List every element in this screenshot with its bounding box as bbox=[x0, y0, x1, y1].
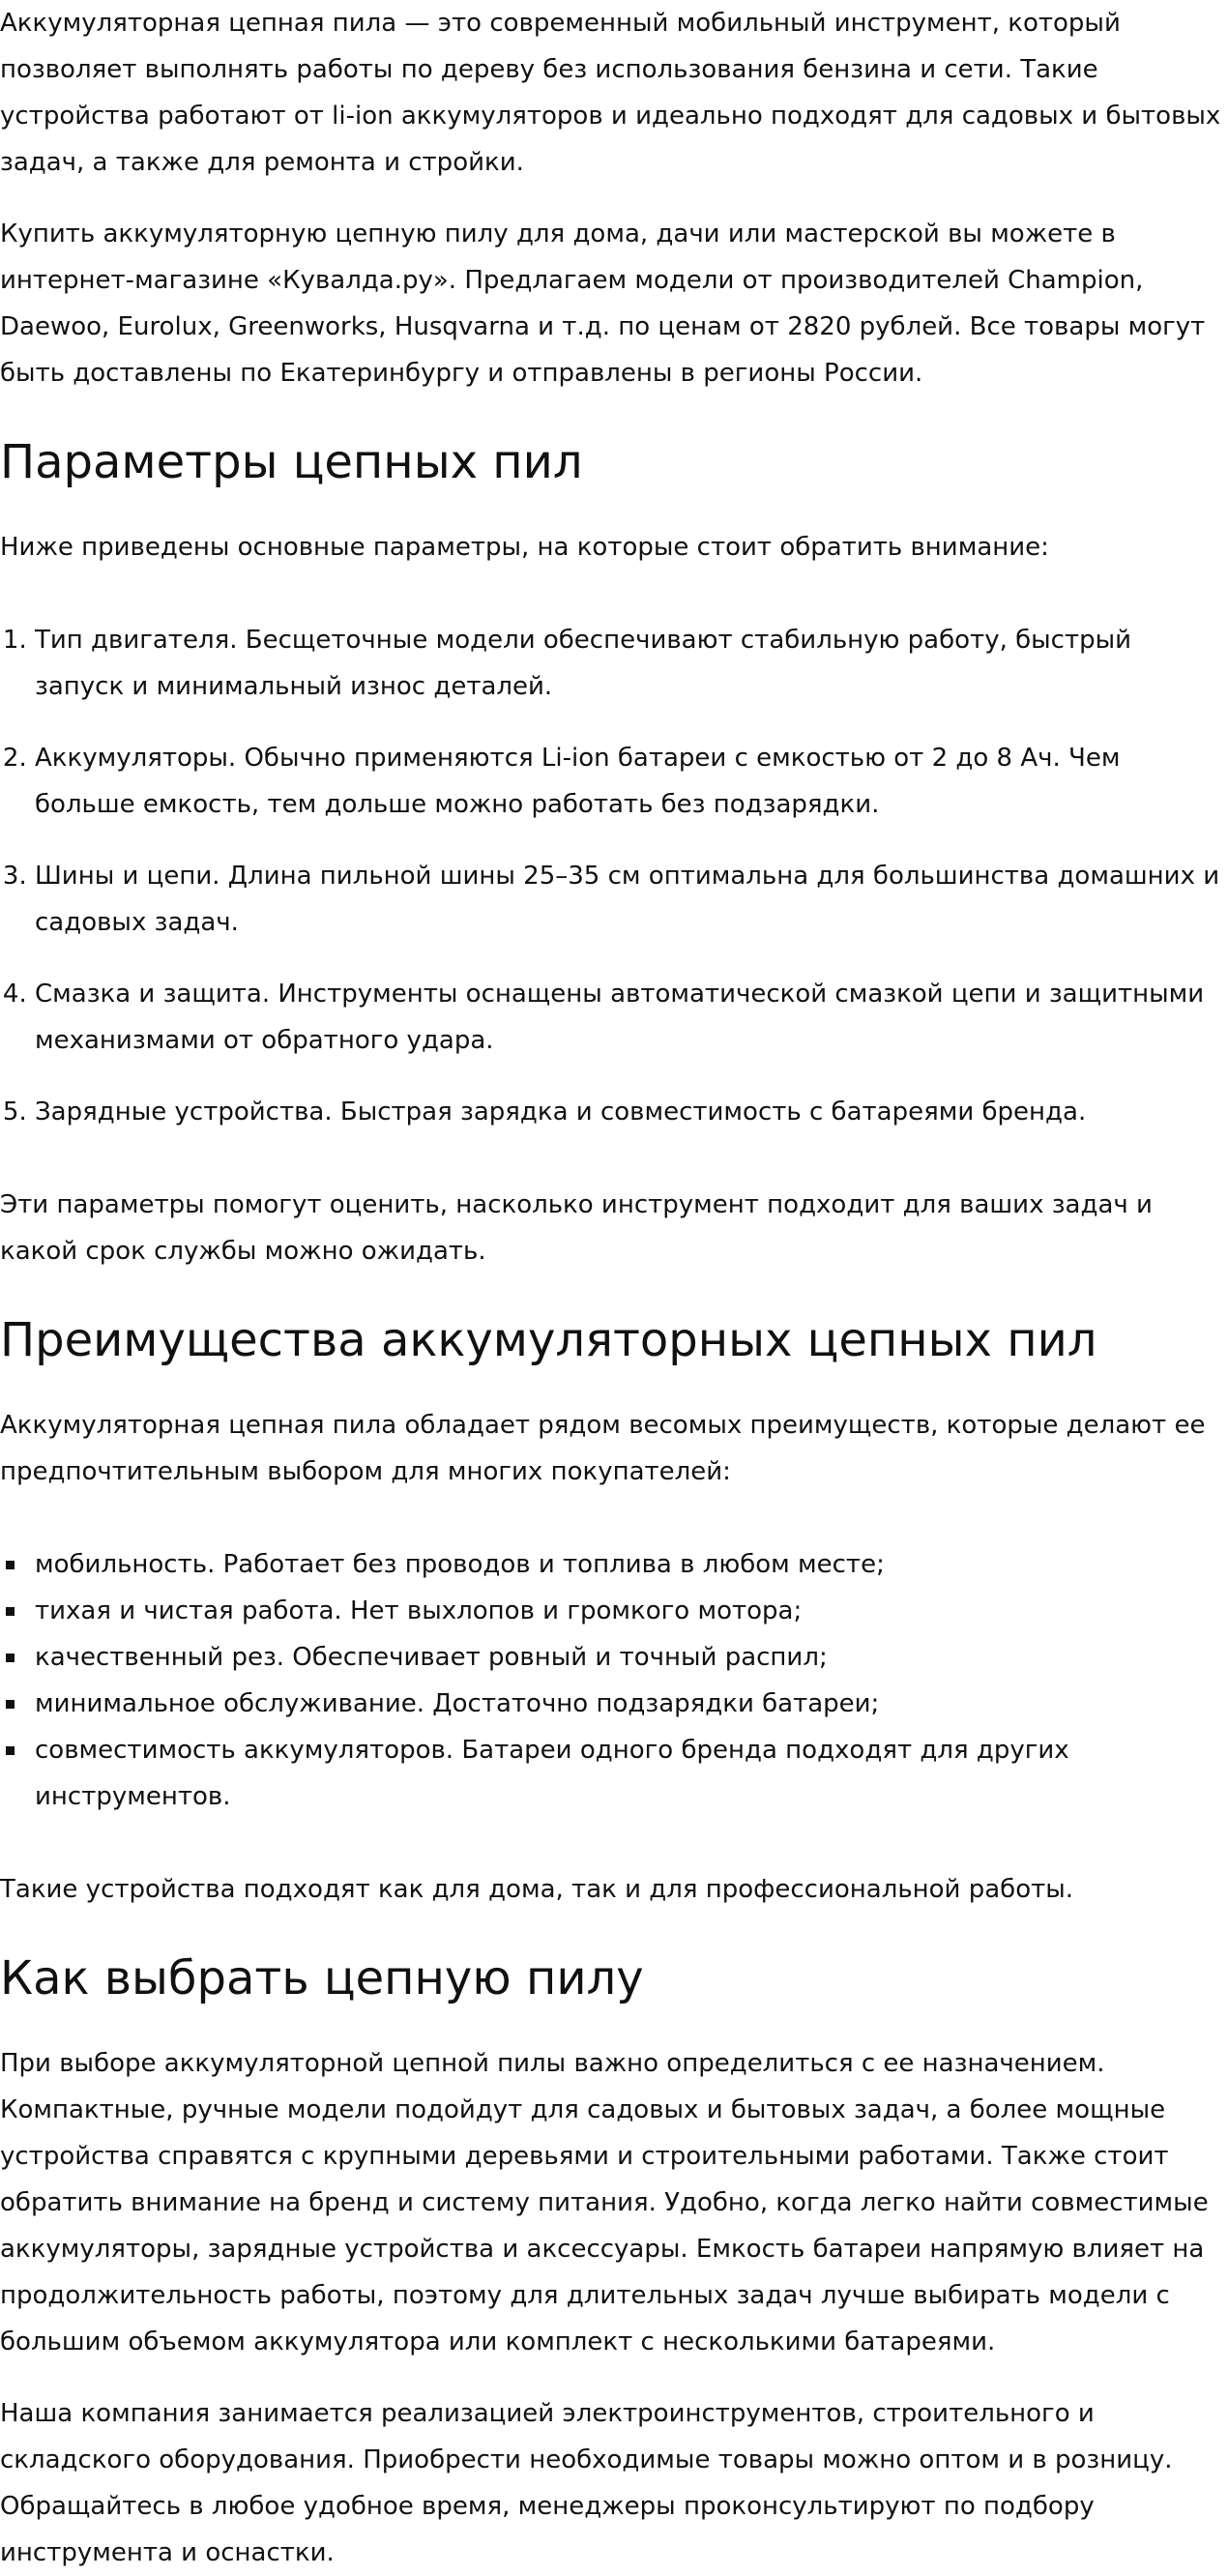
list-item: 4. Смазка и защита. Инструменты оснащены автоматической смазкой цепи и защитными механизмами от обратного удара. bbox=[35, 971, 1228, 1064]
choose-heading: Как выбрать цепную пилу bbox=[0, 1951, 644, 2005]
intro-paragraph-1: Аккумуляторная цепная пила — это современный мобильный инструмент, который позволяет выполнять работы по дереву без использования бензина и сети. Такие устройства работают от li-ion аккумуляторов и идеально подходят для садовых и бытовых задач, а также для ремонта и стройки. bbox=[0, 9, 1221, 177]
params-lead: Ниже приведены основные параметры, на которые стоит обратить внимание: bbox=[0, 533, 1049, 562]
advantages-outro: Такие устройства подходят как для дома, так и для профессиональной работы. bbox=[0, 1875, 1074, 1904]
advantages-list bbox=[0, 1541, 1228, 1820]
intro-paragraph-2: Купить аккумуляторную цепную пилу для дома, дачи или мастерской вы можете в интернет-магазине «Кувалда.ру». Предлагаем модели от производителей Champion, Daewoo, Eurolux, Greenworks, Husqvarna и т.д. по ценам от 2820 рублей. Все товары могут быть доставлены по Екатеринбургу и отправлены в регионы России. bbox=[0, 220, 1206, 388]
list-item: 3. Шины и цепи. Длина пильной шины 25–35 см оптимальна для большинства домашних и садовых задач. bbox=[35, 853, 1228, 946]
list-item: 1. Тип двигателя. Бесщеточные модели обеспечивают стабильную работу, быстрый запуск и минимальный износ деталей. bbox=[35, 617, 1228, 710]
list-item: тихая и чистая работа. Нет выхлопов и громкого мотора; bbox=[35, 1588, 1228, 1634]
choose-paragraph-2: Наша компания занимается реализацией электроинструментов, строительного и складского оборудования. Приобрести необходимые товары можно оптом и в розницу. Обращайтесь в любое удобное время, менеджеры проконсультируют по подбору инструмента и оснастки. bbox=[0, 2399, 1173, 2567]
list-item: качественный рез. Обеспечивает ровный и точный распил; bbox=[35, 1634, 1228, 1681]
advantages-heading: Преимущества аккумуляторных цепных пил bbox=[0, 1313, 1097, 1367]
list-item: совместимость аккумуляторов. Батареи одного бренда подходят для других инструментов. bbox=[35, 1727, 1228, 1820]
params-list bbox=[0, 617, 1228, 1135]
list-item: минимальное обслуживание. Достаточно подзарядки батареи; bbox=[35, 1681, 1228, 1727]
choose-paragraph-1: При выборе аккумуляторной цепной пилы важно определиться с ее назначением. Компактные, ручные модели подойдут для садовых и бытовых задач, а более мощные устройства справятся с крупными деревьями и строительными работами. Также стоит обратить внимание на бренд и систему питания. Удобно, когда легко найти совместимые аккумуляторы, зарядные устройства и аксессуары. Емкость батареи напрямую влияет на продолжительность работы, поэтому для длительных задач лучше выбирать модели с большим объемом аккумулятора или комплект с несколькими батареями. bbox=[0, 2049, 1209, 2356]
list-item: мобильность. Работает без проводов и топлива в любом месте; bbox=[35, 1541, 1228, 1588]
params-heading: Параметры цепных пил bbox=[0, 435, 583, 489]
params-outro: Эти параметры помогут оценить, насколько инструмент подходит для ваших задач и какой срок службы можно ожидать. bbox=[0, 1190, 1153, 1266]
list-item: 5. Зарядные устройства. Быстрая зарядка и совместимость с батареями бренда. bbox=[35, 1089, 1228, 1135]
list-item: 2. Аккумуляторы. Обычно применяются Li-ion батареи с емкостью от 2 до 8 Ач. Чем больше емкость, тем дольше можно работать без подзарядки. bbox=[35, 735, 1228, 828]
advantages-lead: Аккумуляторная цепная пила обладает рядом весомых преимуществ, которые делают ее предпочтительным выбором для многих покупателей: bbox=[0, 1411, 1206, 1486]
